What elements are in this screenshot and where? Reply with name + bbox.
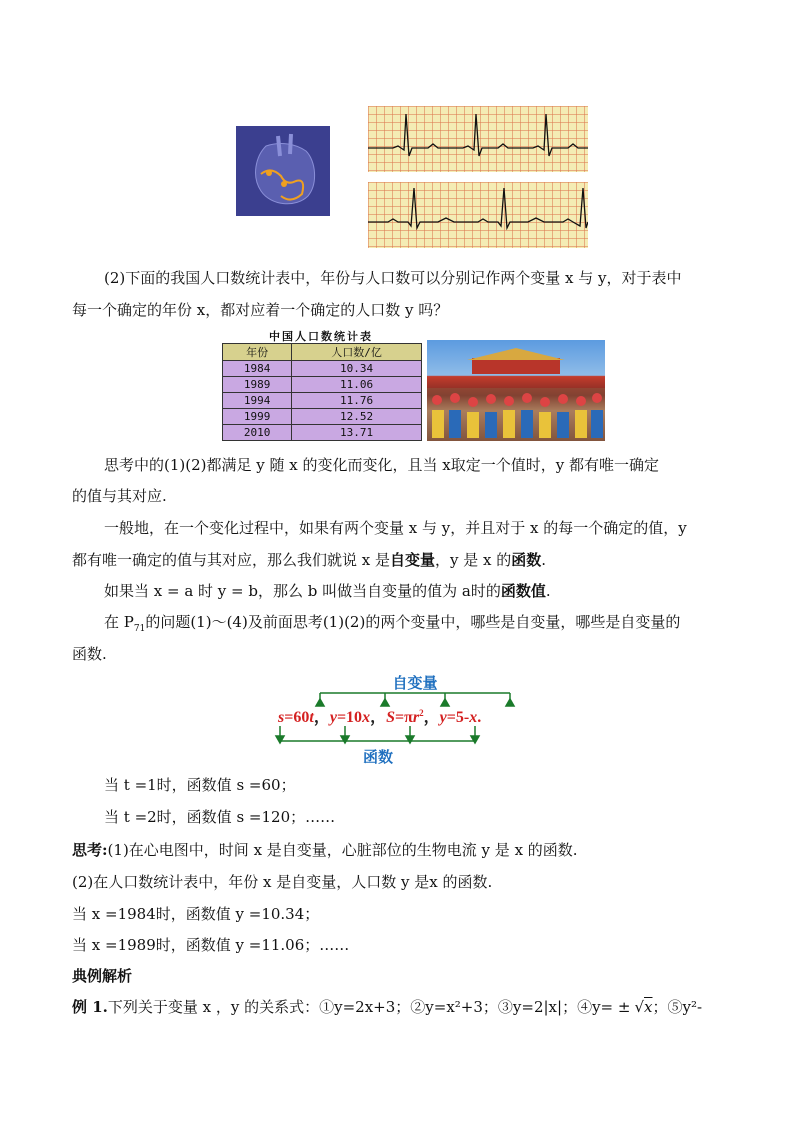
ecg-strip-top xyxy=(368,106,588,172)
definition-text: . xyxy=(545,582,551,600)
cell-year: 2010 xyxy=(223,425,292,441)
table-row xyxy=(223,393,422,409)
example-text-tail: ；⑤y²- xyxy=(652,998,703,1016)
think-text: (1)在心电图中，时间 x 是自变量，心脏部位的生物电流 y 是 x 的函数. xyxy=(107,841,578,859)
term-function: 函数 xyxy=(511,551,542,569)
table-header-population: 人口数/亿 xyxy=(292,344,422,361)
example-1 xyxy=(72,996,702,1018)
diagram-label-independent: 自变量 xyxy=(392,674,438,692)
definition-text: 都有唯一确定的值与其对应，那么我们就说 x 是 xyxy=(72,551,390,569)
crowd-photo xyxy=(427,340,605,441)
cell-population: 13.71 xyxy=(292,425,422,441)
term-independent-variable: 自变量 xyxy=(390,551,436,569)
cell-population: 10.34 xyxy=(292,361,422,377)
cell-year: 1994 xyxy=(223,393,292,409)
paragraph-think-line2: 的值与其对应. xyxy=(72,487,167,505)
variable-diagram xyxy=(270,668,530,768)
table-row xyxy=(223,409,422,425)
table-header-year: 年份 xyxy=(223,344,292,361)
think-answer-3: 当 x =1984时，函数值 y =10.34； xyxy=(72,905,320,923)
cell-population: 12.52 xyxy=(292,409,422,425)
definition-line1: 一般地，在一个变化过程中，如果有两个变量 x 与 y，并且对于 x 的每一个确定的值，y xyxy=(104,519,687,537)
cell-population: 11.76 xyxy=(292,393,422,409)
value-example-2: 当 t =2时，函数值 s =120；…… xyxy=(104,808,336,826)
question-line1 xyxy=(104,611,680,640)
think-label: 思考: xyxy=(72,841,108,859)
page-subscript: 71 xyxy=(133,624,146,634)
definition-text: ，y 是 x 的 xyxy=(435,551,512,569)
think-answer-1 xyxy=(72,839,578,861)
table-row xyxy=(223,377,422,393)
section-title: 典例解析 xyxy=(72,967,133,985)
definition-line2 xyxy=(72,549,546,571)
question-line2: 函数. xyxy=(72,645,107,663)
question-text: 在 P xyxy=(104,613,134,631)
cell-population: 11.06 xyxy=(292,377,422,393)
term-function-value: 函数值 xyxy=(500,582,546,600)
cell-year: 1989 xyxy=(223,377,292,393)
cell-year: 1999 xyxy=(223,409,292,425)
definition-text: 如果当 x = a 时 y = b，那么 b 叫做当自变量的值为 a时的 xyxy=(104,582,501,600)
function-value-definition xyxy=(104,580,551,602)
cell-year: 1984 xyxy=(223,361,292,377)
paragraph-think-line1: 思考中的(1)(2)都满足 y 随 x 的变化而变化，且当 x取定一个值时，y 都有唯一确定 xyxy=(104,456,659,474)
table-row xyxy=(223,425,422,441)
heart-illustration xyxy=(236,126,330,216)
value-example-1: 当 t =1时，函数值 s =60； xyxy=(104,776,296,794)
table-row xyxy=(223,361,422,377)
definition-text: . xyxy=(541,551,547,569)
example-text: 下列关于变量 x ，y 的关系式：①y=2x+3；②y=x²+3；③y=2|x|；④y= ± xyxy=(107,998,631,1016)
question-text: 的问题(1)～(4)及前面思考(1)(2)的两个变量中，哪些是自变量，哪些是自变量的 xyxy=(145,613,681,631)
example-label: 例 1. xyxy=(72,998,108,1016)
diagram-formulas: s=60t，y=10x，$S=\pi r^2$，y=5-x. xyxy=(278,708,482,726)
population-table xyxy=(222,343,422,441)
sqrt-arg: x xyxy=(644,998,653,1016)
diagram-label-function: 函数 xyxy=(362,748,394,766)
think-answer-4: 当 x =1989时，函数值 y =11.06；…… xyxy=(72,936,350,954)
paragraph-question-2-line1: (2)下面的我国人口数统计表中，年份与人口数可以分别记作两个变量 x 与 y，对于表中 xyxy=(104,269,682,287)
sqrt-symbol: √x xyxy=(634,998,653,1016)
paragraph-question-2-line2: 每一个确定的年份 x，都对应着一个确定的人口数 y 吗？ xyxy=(72,301,449,319)
ecg-strip-bottom xyxy=(368,182,588,248)
think-answer-2: (2)在人口数统计表中，年份 x 是自变量，人口数 y 是x 的函数. xyxy=(72,873,493,891)
table-title: 中国人口数统计表 xyxy=(269,330,373,343)
